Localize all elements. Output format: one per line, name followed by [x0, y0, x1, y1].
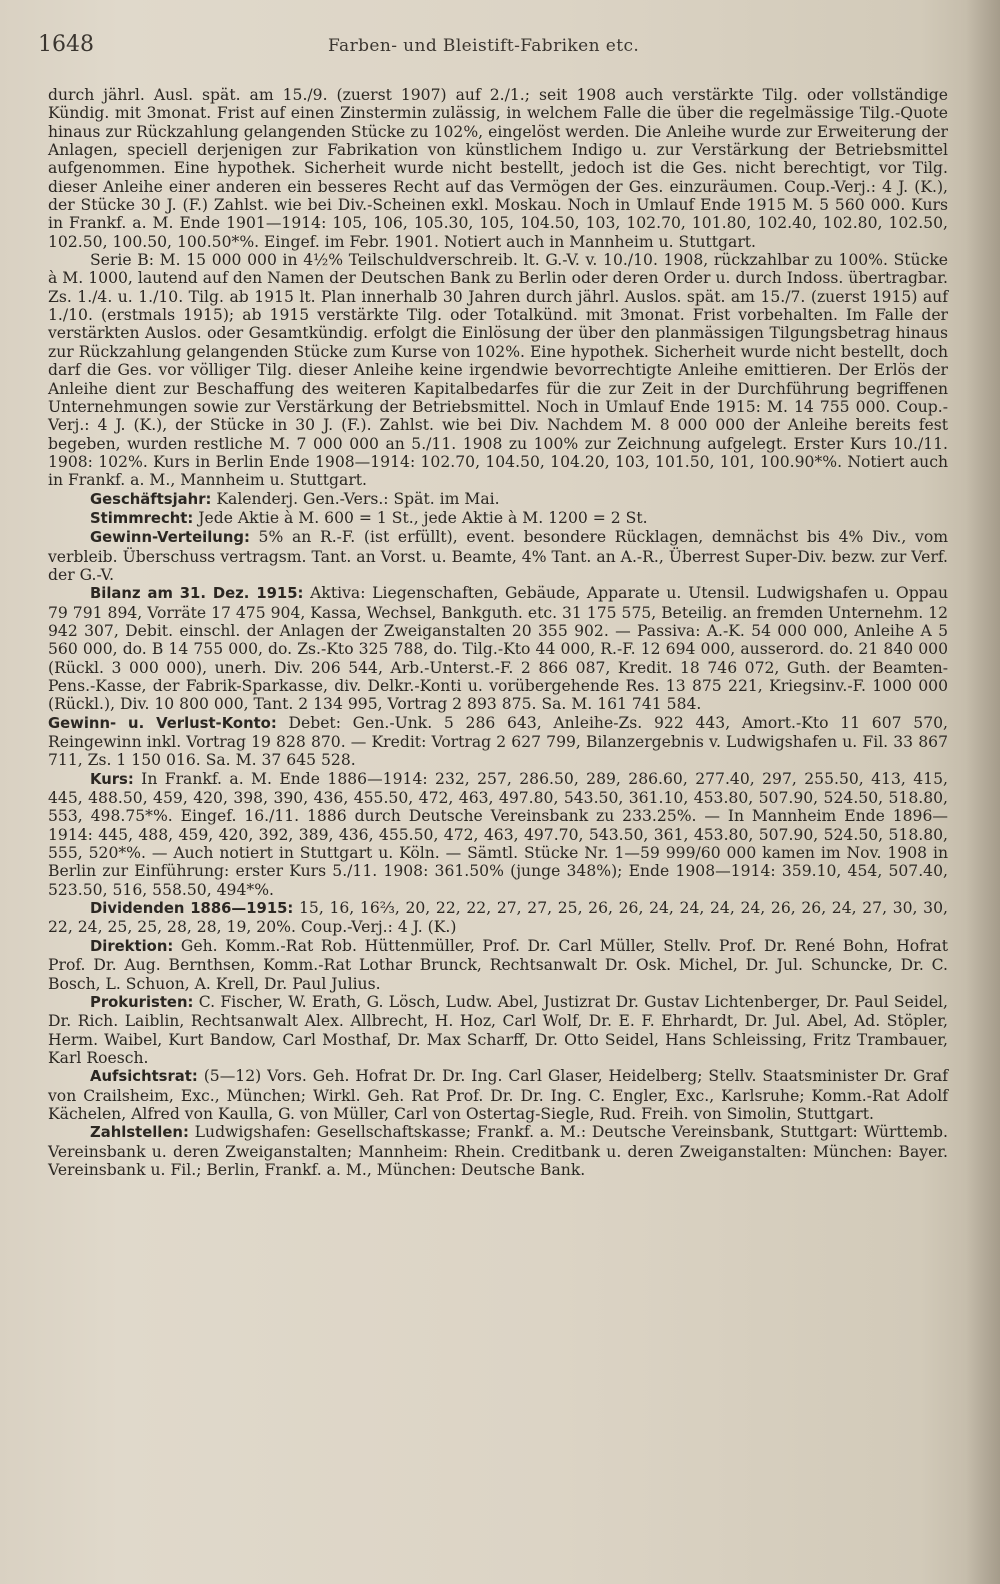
paragraph-geschaeftsjahr: Geschäftsjahr: Kalenderj. Gen.-Vers.: Spät. im Mai.: [90, 489, 500, 508]
paragraph-stimmrecht: Stimmrecht: Jede Aktie à M. 600 = 1 St., jede Aktie à M. 1200 = 2 St.: [90, 508, 648, 527]
paragraph-bilanz: Bilanz am 31. Dez. 1915: Aktiva: Liegenschaften, Gebäude, Apparate u. Utensil. Ludwigshafen u. Oppau 79 791 894, Vorräte 17 475 904, Kassa, Wechsel, Bankguth. etc. 31 175 575, Beteilig. an fremden Unternehm. 12 942 307, Debit. einschl. der Anlagen der Zweiganstalten 20 355 902. — Passiva: A.-K. 54 000 000, Anleihe A 5 560 000, do. B 14 755 000, do. Zs.-Kto 325 788, do. Tilg.-Kto 44 000, R.-F. 12 694 000, ausserord. do. 21 840 000 (Rückl. 3 000 000), unerh. Div. 206 544, Arb.-Unterst.-F. 2 866 087, Kredit. 18 746 072, Guth. der Beamten-Pens.-Kasse, der Fabrik-Sparkasse, div. Delkr.-Konti u. vorübergehende Res. 13 875 221, Kriegsinv.-F. 1000 000 (Rückl.), Div. 10 800 000, Tant. 2 134 995, Vortrag 2 893 875. Sa. M. 161 741 584.: [48, 584, 948, 714]
page-body: [48, 86, 948, 1179]
paragraph-gewinn-verlust: Gewinn- u. Verlust-Konto: Debet: Gen.-Unk. 5 286 643, Anleihe-Zs. 922 443, Amort.-Kto 11 607 570, Reingewinn inkl. Vortrag 19 828 870. — Kredit: Vortrag 2 627 799, Bilanzergebnis v. Ludwigshafen u. Fil. 33 867 711, Zs. 1 150 016. Sa. M. 37 645 528.: [48, 713, 948, 770]
page-number: 1648: [38, 32, 94, 57]
paragraph-kurs: Kurs: In Frankf. a. M. Ende 1886—1914: 232, 257, 286.50, 289, 286.60, 277.40, 297, 255.50, 413, 415, 445, 488.50, 459, 420, 398, 390, 436, 455.50, 472, 463, 497.80, 543.50, 361.10, 453.80, 507.90, 524.50, 518.80, 553, 498.75*%. Eingef. 16./11. 1886 durch Deutsche Vereinsbank zu 233.25%. — In Mannheim Ende 1896—1914: 445, 488, 459, 420, 392, 389, 436, 455.50, 472, 463, 497.70, 543.50, 361, 453.80, 507.90, 524.50, 518.80, 555, 520*%. — Auch notiert in Stuttgart u. Köln. — Sämtl. Stücke Nr. 1—59 999/60 000 kamen im Nov. 1908 in Berlin zur Einführung: erster Kurs 5./11. 1908: 361.50% (junge 348%); Ende 1908—1914: 359.10, 454, 507.40, 523.50, 516, 558.50, 494*%.: [48, 769, 948, 899]
paragraph-direktion: Direktion: Geh. Komm.-Rat Rob. Hüttenmüller, Prof. Dr. Carl Müller, Stellv. Prof. Dr. René Bohn, Hofrat Prof. Dr. Aug. Bernthsen, Komm.-Rat Lothar Brunck, Rechtsanwalt Dr. Osk. Michel, Dr. Jul. Schuncke, Dr. C. Bosch, L. Schuon, A. Krell, Dr. Paul Julius.: [48, 936, 948, 993]
paragraph-series-b: Serie B: M. 15 000 000 in 4½% Teilschuldverschreib. lt. G.-V. v. 10./10. 1908, rückzahlbar zu 100%. Stücke à M. 1000, lautend auf den Namen der Deutschen Bank zu Berlin oder deren Order u. durch Indoss. übertragbar. Zs. 1./4. u. 1./10. Tilg. ab 1915 lt. Plan innerhalb 30 Jahren durch jährl. Auslos. spät. am 15./7. (zuerst 1915) auf 1./10. (erstmals 1915); ab 1915 verstärkte Tilg. oder Totalkünd. mit 3monat. Frist vorbehalten. Im Falle der verstärkten Auslos. oder Gesamtkündig. erfolgt die Einlösung der über den planmässigen Tilgungsbetrag hinaus zur Rückzahlung gelangenden Stücke zum Kurse von 102%. Eine hypothek. Sicherheit wurde nicht bestellt, doch darf die Ges. vor völliger Tilg. dieser Anleihe keine irgendwie bevorrechtigte Anleihe emittieren. Der Erlös der Anleihe dient zur Beschaffung des weiteren Kapitalbedarfes für die zur Zeit in der Durchführung begriffenen Unternehmungen sowie zur Verstärkung der Betriebsmittel. Noch in Umlauf Ende 1915: M. 14 755 000. Coup.-Verj.: 4 J. (K.), der Stücke in 30 J. (F.). Zahlst. wie bei Div. Nachdem M. 8 000 000 der Anleihe bereits fest begeben, wurden restliche M. 7 000 000 an 5./11. 1908 zu 100% zur Zeichnung aufgelegt. Erster Kurs 10./11. 1908: 102%. Kurs in Berlin Ende 1908—1914: 102.70, 104.50, 104.20, 103, 101.50, 101, 100.90*%. Notiert auch in Frankf. a. M., Mannheim u. Stuttgart.: [48, 251, 948, 490]
running-title: Farben- und Bleistift-Fabriken etc.: [328, 36, 640, 56]
page-edge-shadow: [966, 0, 1000, 1584]
paragraph-aufsichtsrat: Aufsichtsrat: (5—12) Vors. Geh. Hofrat Dr. Dr. Ing. Carl Glaser, Heidelberg; Stellv. Staatsminister Dr. Graf von Crailsheim, Exc., München; Wirkl. Geh. Rat Prof. Dr. Dr. Ing. C. Engler, Exc., Karlsruhe; Komm.-Rat Adolf Kächelen, Alfred von Kaulla, G. von Müller, Carl von Ostertag-Siegle, Rud. Freih. von Simolin, Stuttgart.: [48, 1067, 948, 1123]
paragraph-zahlstellen: Zahlstellen: Ludwigshafen: Gesellschaftskasse; Frankf. a. M.: Deutsche Vereinsbank, Stuttgart: Württemb. Vereinsbank u. deren Zweiganstalten; Mannheim: Rhein. Creditbank u. deren Zweiganstalten: München: Bayer. Vereinsbank u. Fil.; Berlin, Frankf. a. M., München: Deutsche Bank.: [48, 1123, 948, 1179]
paragraph-series-a: durch jährl. Ausl. spät. am 15./9. (zuerst 1907) auf 2./1.; seit 1908 auch verstärkte Tilg. oder vollständige Kündig. mit 3monat. Frist auf einen Zinstermin zulässig, in welchem Falle die über die regelmässige Tilg.-Quote hinaus zur Rückzahlung gelangenden Stücke zu 102%, eingelöst werden. Die Anleihe wurde zur Erweiterung der Anlagen, speciell derjenigen zur Fabrikation von künstlichem Indigo u. zur Verstärkung der Betriebsmittel aufgenommen. Eine hypothek. Sicherheit wurde nicht bestellt, jedoch ist die Ges. nicht berechtigt, vor Tilg. dieser Anleihe einer anderen ein besseres Recht auf das Vermögen der Ges. einzuräumen. Coup.-Verj.: 4 J. (K.), der Stücke 30 J. (F.) Zahlst. wie bei Div.-Scheinen exkl. Moskau. Noch in Umlauf Ende 1915 M. 5 560 000. Kurs in Frankf. a. M. Ende 1901—1914: 105, 106, 105.30, 105, 104.50, 103, 102.70, 101.80, 102.40, 102.80, 102.50, 102.50, 100.50, 100.50*%. Eingef. im Febr. 1901. Notiert auch in Mannheim u. Stuttgart.: [48, 86, 948, 251]
page-header: [38, 32, 938, 64]
paragraph-prokuristen: Prokuristen: C. Fischer, W. Erath, G. Lösch, Ludw. Abel, Justizrat Dr. Gustav Lichtenberger, Dr. Paul Seidel, Dr. Rich. Laiblin, Rechtsanwalt Alex. Allbrecht, H. Hoz, Carl Wolf, Dr. E. F. Ehrhardt, Dr. Jul. Abel, Ad. Stöpler, Herm. Waibel, Kurt Bandow, Carl Mosthaf, Dr. Max Scharff, Dr. Otto Seidel, Hans Schleissing, Fritz Trambauer, Karl Roesch.: [48, 992, 948, 1067]
paragraph-dividenden: Dividenden 1886—1915: 15, 16, 16⅔, 20, 22, 22, 27, 27, 25, 26, 26, 24, 24, 24, 24, 26, 26, 24, 27, 30, 30, 22, 24, 25, 25, 28, 28, 19, 20%. Coup.-Verj.: 4 J. (K.): [48, 899, 948, 937]
paragraph-gewinn-verteilung: Gewinn-Verteilung: 5% an R.-F. (ist erfüllt), event. besondere Rücklagen, demnächst bis 4% Div., vom verbleib. Überschuss vertragsm. Tant. an Vorst. u. Beamte, 4% Tant. an A.-R., Überrest Super-Div. bezw. zur Verf. der G.-V.: [48, 528, 948, 584]
